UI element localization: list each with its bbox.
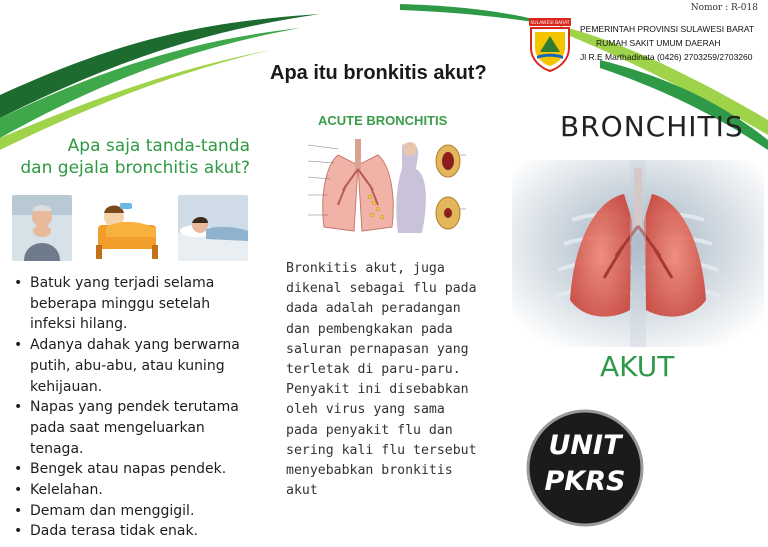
description-line: Bronkitis akut, juga (286, 261, 445, 276)
resting-woman-photo (178, 195, 248, 261)
list-item: • Adanya dahak yang berwarna putih, abu-abu, atau kuning kehijauan. (12, 335, 262, 397)
sick-in-bed-illustration (92, 195, 162, 261)
coughing-man-photo (12, 195, 72, 261)
unit-pkrs-label (525, 428, 645, 500)
description-line: sering kali flu tersebut (286, 442, 477, 458)
akut-subtitle: AKUT (600, 350, 675, 383)
badge-line: PKRS (544, 466, 626, 497)
description-line: pada penyakit flu dan (286, 422, 453, 438)
description-line: saluran pernapasan yang (286, 341, 469, 357)
description-line: terletak di paru-paru. (286, 362, 461, 378)
institution-header (580, 22, 765, 64)
symptoms-heading (10, 135, 250, 179)
figure-title: ACUTE BRONCHITIS (318, 113, 448, 128)
badge-line: UNIT (548, 430, 622, 461)
list-item: • Demam dan menggigil. (12, 501, 262, 522)
bronchitis-title: BRONCHITIS (560, 110, 744, 143)
description-line: dan pembengkakan pada (286, 321, 453, 337)
svg-text:SULAWESI BARAT: SULAWESI BARAT (530, 21, 570, 26)
list-item: • Dada terasa tidak enak. (12, 521, 262, 542)
description-line: menyebabkan bronkitis (286, 463, 453, 479)
list-item: • Kelelahan. (12, 480, 262, 501)
description-line: Penyakit ini disebabkan (286, 382, 469, 398)
list-item: • Napas yang pendek terutama pada saat mengeluarkan tenaga. (12, 397, 262, 459)
description-line: oleh virus yang sama (286, 402, 445, 418)
description-line: dikenal sebagai flu pada (286, 281, 477, 297)
description-line: dada adalah peradangan (286, 301, 461, 317)
symptoms-list (12, 273, 262, 542)
symptoms-heading-line: Apa saja tanda-tanda (67, 136, 250, 156)
hospital-logo-icon (527, 18, 573, 72)
list-item: • Bengek atau napas pendek. (12, 459, 262, 480)
list-item: • Batuk yang terjadi selama beberapa minggu setelah infeksi hilang. (12, 273, 262, 335)
header-line-hospital: RUMAH SAKIT UMUM DAERAH (596, 38, 721, 48)
bronchitis-anatomy-diagram (298, 135, 474, 243)
document-number: Nomor : R-018 (690, 3, 758, 13)
header-line-address: Jl R.E Marthadinata (0426) 2703259/2703260 (580, 52, 753, 62)
description-line: akut (286, 483, 318, 499)
header-line-government: PEMERINTAH PROVINSI SULAWESI BARAT (580, 24, 755, 34)
page-title: Apa itu bronkitis akut? (270, 62, 487, 84)
bronchitis-description (286, 259, 478, 501)
symptoms-heading-line: dan gejala bronchitis akut? (20, 158, 250, 178)
lungs-xray-illustration (512, 160, 764, 347)
